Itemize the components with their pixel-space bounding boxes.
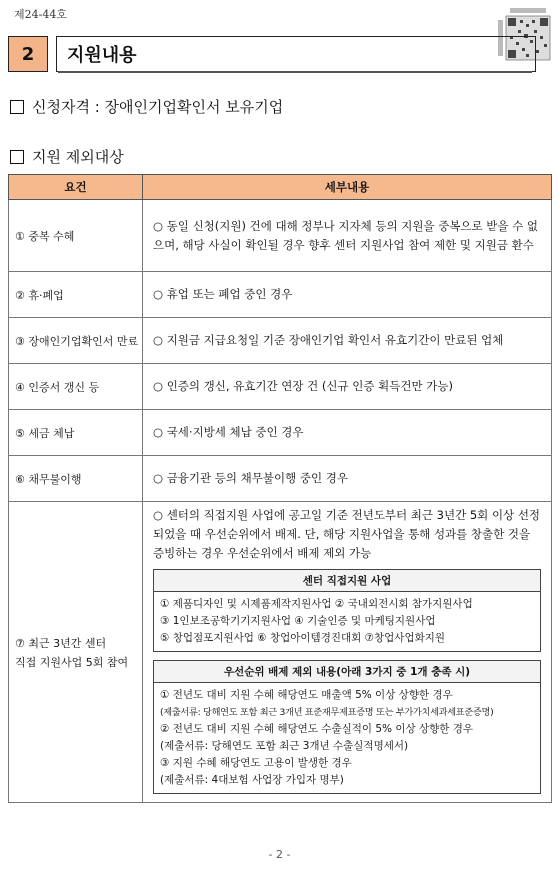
list-item: ⑤ 창업점포지원사업 ⑥ 창업아이템경진대회 ⑦창업사업화지원 [160,632,446,644]
detail-cell [143,502,552,803]
detail-cell [143,410,552,456]
exclusion-exception-title: 우선순위 배제 제외 내용(아래 3가지 중 1개 충족 시) [154,661,540,683]
table-row [9,364,552,410]
page-number: - 2 - [268,848,291,861]
checkbox-square-icon [10,150,24,164]
detail-cell [143,456,552,502]
requirement-cell [9,502,143,803]
list-item: ① 전년도 대비 지원 수혜 해당연도 매출액 5% 이상 상향한 경우 [160,689,453,701]
table-row [9,410,552,456]
list-item: ① 제품디자인 및 시제품제작지원사업 ② 국내외전시회 참가지원사업 [160,598,473,610]
list-item: ③ 1인보조공학기기지원사업 ④ 기술인증 및 마케팅지원사업 [160,615,436,627]
heading-qualification-text: 신청자격 : 장애인기업확인서 보유기업 [32,98,284,116]
section-title-underline [58,71,532,73]
heading-exclusion-text: 지원 제외대상 [32,148,124,166]
requirement-cell: ⑤ 세금 체납 [9,410,143,456]
list-item: ② 전년도 대비 지원 수혜 해당연도 수출실적이 5% 이상 상향한 경우 [160,723,474,735]
document-number: 제24-44호 [14,8,67,21]
requirement-line: 직접 지원사업 5회 참여 [15,655,129,669]
direct-support-box [153,569,541,652]
section-title: 지원내용 [56,36,536,72]
heading-qualification [10,96,283,117]
detail-text: ○ 국세·지방세 체납 중인 경우 [153,425,304,439]
header-requirement: 요건 [9,175,143,200]
detail-cell [143,318,552,364]
detail-cell [143,272,552,318]
table-row [9,456,552,502]
direct-support-title: 센터 직접지원 사업 [154,570,540,592]
direct-support-list [154,592,540,651]
exclusion-exception-list [154,683,540,793]
detail-text: ○ 금융기관 등의 채무불이행 중인 경우 [153,471,348,485]
table-row [9,200,552,272]
section-header [8,36,532,72]
table-row [9,272,552,318]
table-header-row [9,175,552,200]
requirement-cell: ⑥ 채무불이행 [9,456,143,502]
requirement-cell: ④ 인증서 갱신 등 [9,364,143,410]
list-item: (제출서류: 당해연도 포함 최근 3개년 수출실적명세서) [160,740,409,752]
requirement-line: ⑦ 최근 3년간 센터 [15,636,107,650]
requirement-cell: ② 휴·폐업 [9,272,143,318]
list-item: (제출서류: 당해연도 포함 최근 3개년 표준재무제표증명 또는 부가가치세과세표준증명) [160,707,494,718]
detail-text: ○ 인증의 갱신, 유효기간 연장 건 (신규 인증 획득건만 가능) [153,379,453,393]
detail-text: ○ 센터의 직접지원 사업에 공고일 기준 전년도부터 최근 3년간 5회 이상 선정되었을 때 우선순위에서 배제. 단, 해당 지원사업을 통해 성과를 창출한 것을 증빙하는 경우 우선순위에서 배제 제외 가능 [153,508,541,560]
detail-cell [143,364,552,410]
list-item: ③ 지원 수혜 해당연도 고용이 발생한 경우 [160,757,352,769]
section-number: 2 [8,36,48,72]
exclusion-table [8,174,552,803]
table-row [9,318,552,364]
heading-exclusion [10,146,124,167]
detail-text: ○ 휴업 또는 폐업 중인 경우 [153,287,293,301]
checkbox-square-icon [10,100,24,114]
requirement-cell: ③ 장애인기업확인서 만료 [9,318,143,364]
table-row [9,502,552,803]
requirement-cell: ① 중복 수혜 [9,200,143,272]
detail-text: ○ 지원금 지급요청일 기준 장애인기업 확인서 유효기간이 만료된 업체 [153,333,504,347]
detail-text: ○ 동일 신청(지원) 건에 대해 정부나 지자체 등의 지원을 중복으로 받을 수 없으며, 해당 사실이 확인될 경우 향후 센터 지원사업 참여 제한 및 지원금 환수 [153,218,539,252]
exclusion-exception-box [153,660,541,794]
list-item: (제출서류: 4대보험 사업장 가입자 명부) [160,774,344,786]
header-detail: 세부내용 [143,175,552,200]
detail-cell [143,200,552,272]
